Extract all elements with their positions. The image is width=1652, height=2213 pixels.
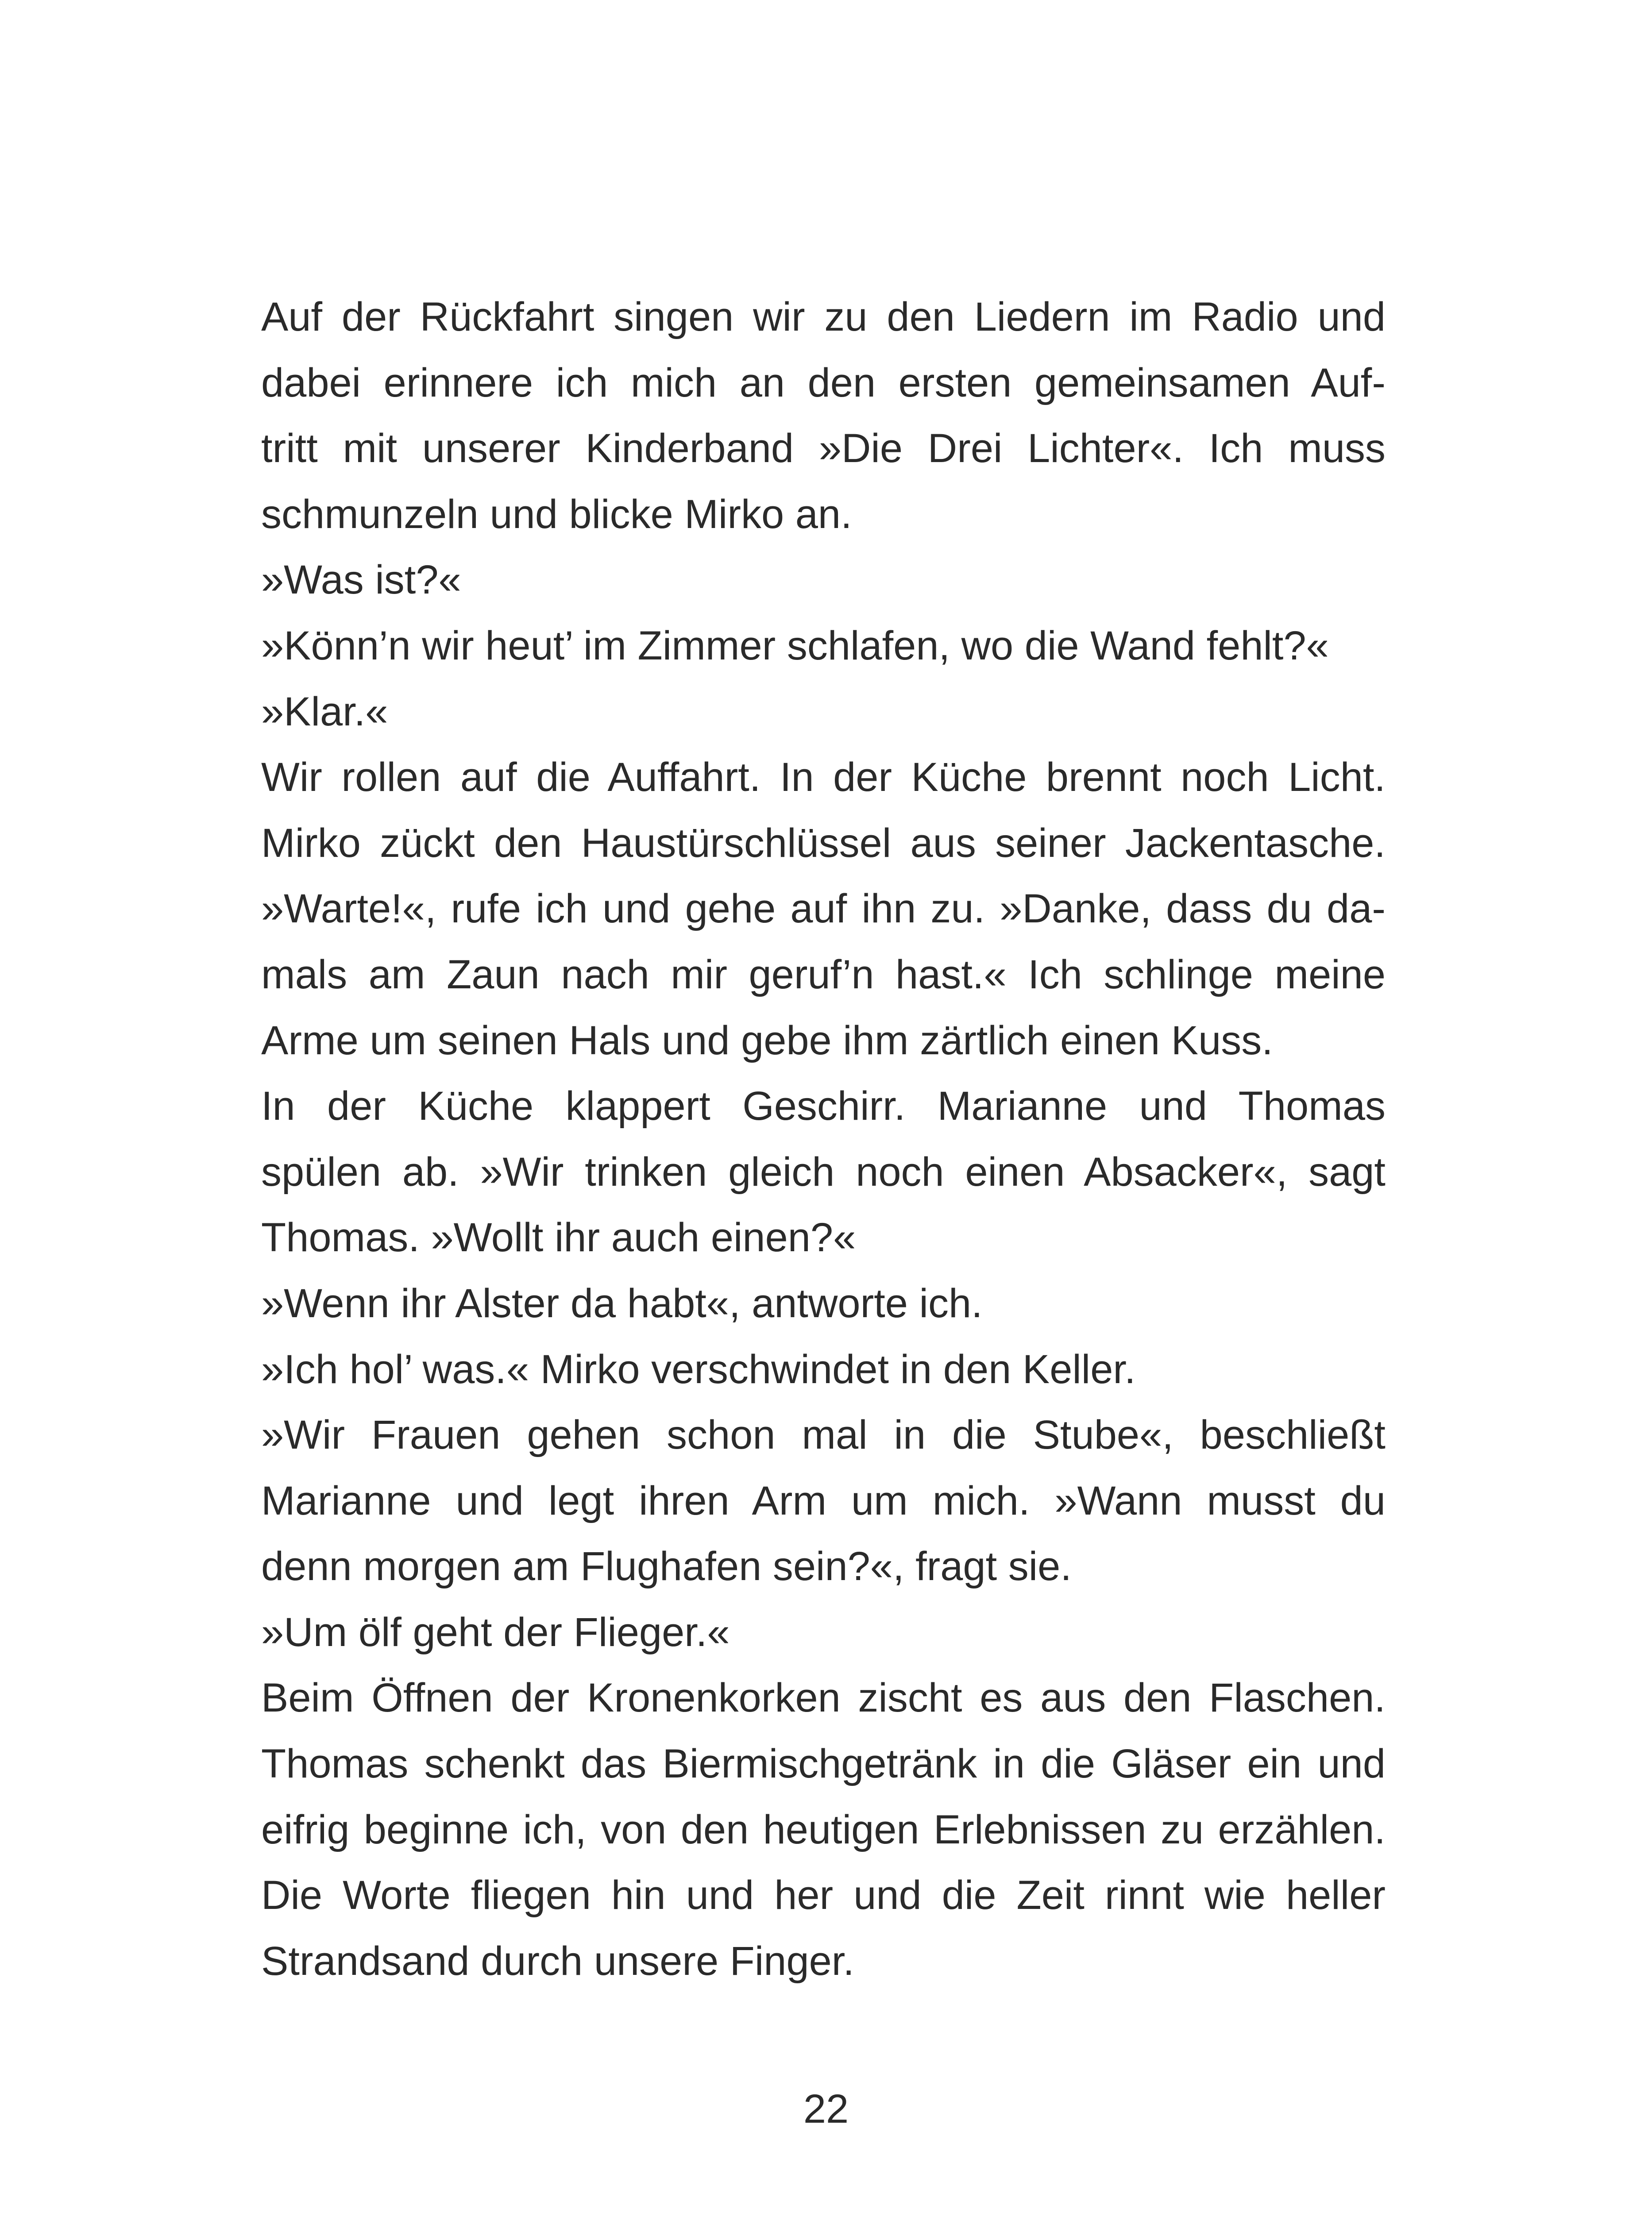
- text-line: »Könn’n wir heut’ im Zimmer schlafen, wo die Wand fehlt?«: [261, 623, 1329, 668]
- text-line: Thomas schenkt das Biermischgetränk in die Gläser ein und: [261, 1741, 1386, 1787]
- text-line: »Ich hol’ was.« Mirko verschwindet in den Keller.: [261, 1346, 1136, 1392]
- text-line: Marianne und legt ihren Arm um mich. »Wann musst du: [261, 1478, 1386, 1523]
- text-line: Auf der Rückfahrt singen wir zu den Liedern im Radio und: [261, 294, 1386, 339]
- text-line: »Warte!«, rufe ich und gehe auf ihn zu. »Danke, dass du da-: [261, 886, 1386, 932]
- text-line: dabei erinnere ich mich an den ersten gemeinsamen Auf-: [261, 360, 1386, 405]
- text-line: »Um ölf geht der Flieger.«: [261, 1609, 730, 1655]
- text-line: »Klar.«: [261, 689, 388, 734]
- text-line: »Wir Frauen gehen schon mal in die Stube«, beschließt: [261, 1412, 1386, 1458]
- text-line: Die Worte fliegen hin und her und die Zeit rinnt wie heller: [261, 1873, 1386, 1918]
- text-line: mals am Zaun nach mir geruf’n hast.« Ich schlinge meine: [261, 952, 1386, 997]
- text-line: »Wenn ihr Alster da habt«, antworte ich.: [261, 1280, 983, 1326]
- text-line: schmunzeln und blicke Mirko an.: [261, 491, 852, 537]
- text-line: spülen ab. »Wir trinken gleich noch einen Absacker«, sagt: [261, 1149, 1386, 1195]
- text-line: Arme um seinen Hals und gebe ihm zärtlich einen Kuss.: [261, 1018, 1273, 1063]
- text-line: eifrig beginne ich, von den heutigen Erlebnissen zu erzählen.: [261, 1807, 1386, 1852]
- text-line: Mirko zückt den Haustürschlüssel aus seiner Jackentasche.: [261, 820, 1386, 866]
- text-line: tritt mit unserer Kinderband »Die Drei Lichter«. Ich muss: [261, 426, 1386, 471]
- body-text: [261, 284, 1386, 1994]
- text-line: denn morgen am Flughafen sein?«, fragt sie.: [261, 1544, 1072, 1589]
- text-line: In der Küche klappert Geschirr. Marianne und Thomas: [261, 1083, 1386, 1129]
- text-line: Beim Öffnen der Kronenkorken zischt es aus den Flaschen.: [261, 1675, 1386, 1721]
- page-number: 22: [803, 2086, 849, 2132]
- text-line: Wir rollen auf die Auffahrt. In der Küche brennt noch Licht.: [261, 755, 1386, 800]
- text-line: Strandsand durch unsere Finger.: [261, 1938, 854, 1984]
- text-line: Thomas. »Wollt ihr auch einen?«: [261, 1215, 856, 1261]
- text-line: »Was ist?«: [261, 557, 461, 603]
